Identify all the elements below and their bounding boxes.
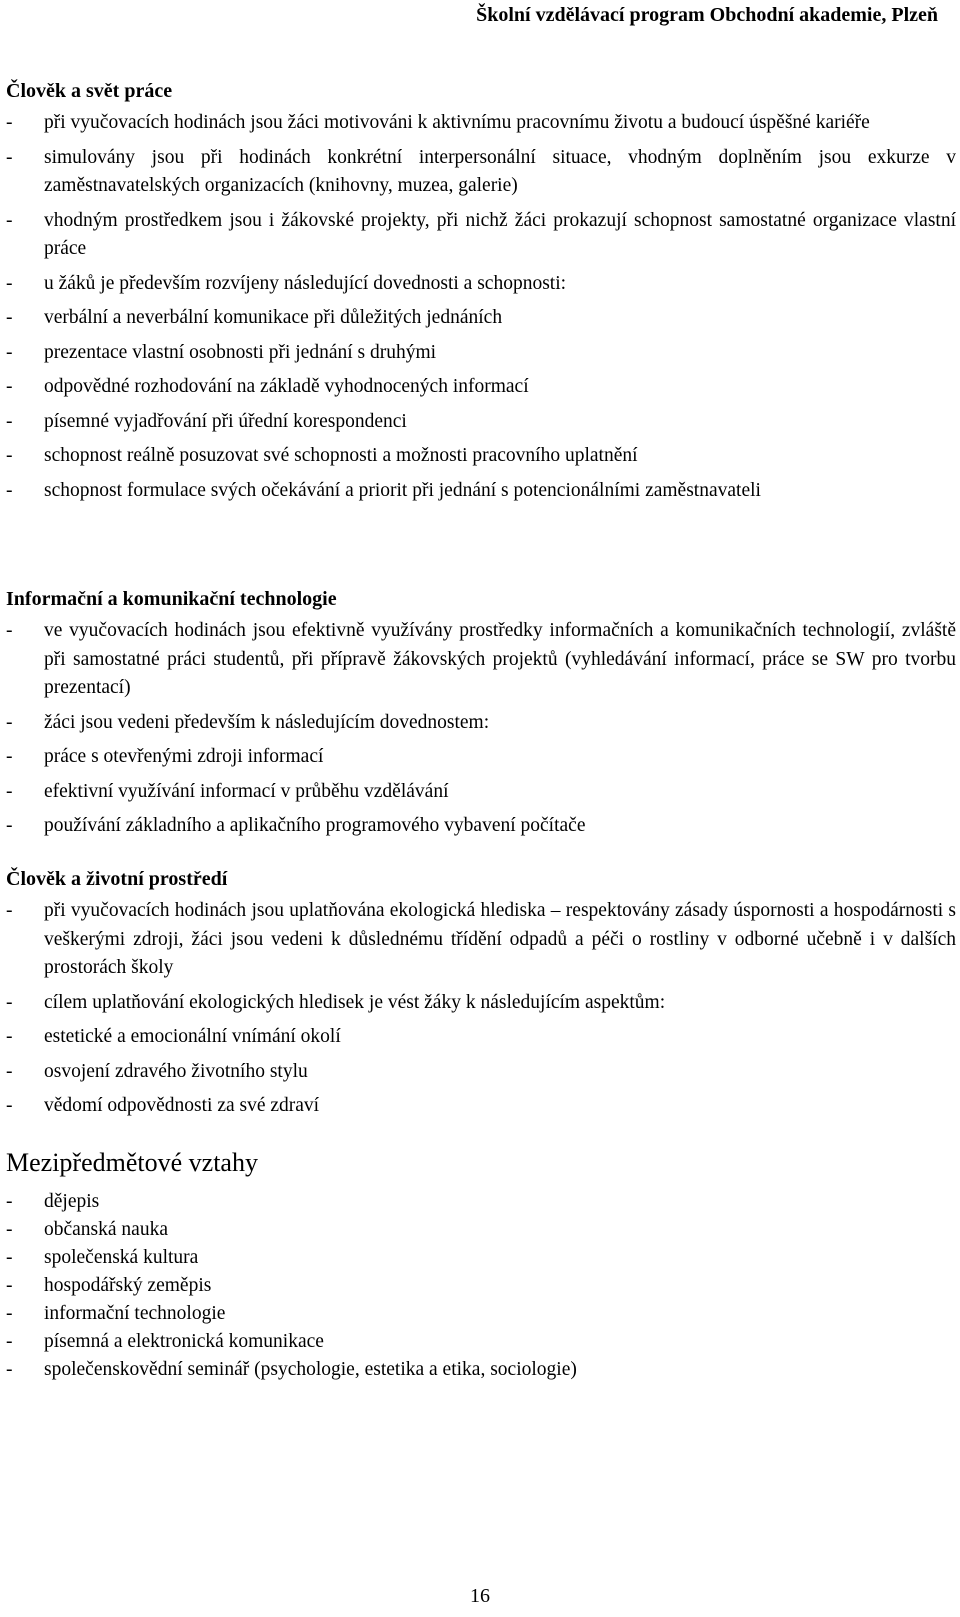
list-item: - schopnost reálně posuzovat své schopnosti a možnosti pracovního uplatnění bbox=[6, 442, 956, 471]
dash-bullet: - bbox=[6, 1026, 13, 1047]
dash-bullet: - bbox=[6, 1219, 13, 1240]
list-item: - vědomí odpovědnosti za své zdraví bbox=[6, 1092, 956, 1121]
section-title: Informační a komunikační technologie bbox=[6, 588, 337, 610]
list-item: - prezentace vlastní osobnosti při jednání s druhými bbox=[6, 339, 956, 368]
bullet-list bbox=[6, 109, 956, 505]
dash-bullet: - bbox=[6, 746, 13, 767]
page-number: 16 bbox=[470, 1585, 490, 1607]
list-item: - estetické a emocionální vnímání okolí bbox=[6, 1023, 956, 1052]
bullet-list bbox=[6, 897, 956, 1121]
list-item: - u žáků je především rozvíjeny následující dovednosti a schopnosti: bbox=[6, 270, 956, 299]
section-zivotni-prostredi bbox=[6, 868, 956, 1127]
section-informacni-technologie bbox=[6, 588, 956, 847]
section-title: Mezipředmětové vztahy bbox=[6, 1148, 258, 1177]
dash-bullet: - bbox=[6, 1247, 13, 1268]
list-item: - písemná a elektronická komunikace bbox=[6, 1328, 956, 1356]
running-header: Školní vzdělávací program Obchodní akademie, Plzeň bbox=[476, 4, 938, 26]
list-item: - občanská nauka bbox=[6, 1216, 956, 1244]
dash-bullet: - bbox=[6, 341, 13, 363]
list-item: - žáci jsou vedeni především k následujícím dovednostem: bbox=[6, 709, 956, 738]
dash-bullet: - bbox=[6, 1303, 13, 1324]
list-item: - efektivní využívání informací v průběhu vzdělávání bbox=[6, 778, 956, 807]
dash-bullet: - bbox=[6, 479, 13, 501]
dash-bullet: - bbox=[6, 991, 13, 1013]
dash-bullet: - bbox=[6, 1191, 13, 1212]
list-item: - odpovědné rozhodování na základě vyhodnocených informací bbox=[6, 373, 956, 402]
dash-bullet: - bbox=[6, 1095, 13, 1116]
list-item: - vhodným prostředkem jsou i žákovské projekty, při nichž žáci prokazují schopnost samostatné organizace vlastní práce bbox=[6, 207, 956, 264]
list-item: - společenská kultura bbox=[6, 1244, 956, 1272]
dash-bullet: - bbox=[6, 112, 13, 133]
dash-bullet: - bbox=[6, 1275, 13, 1296]
dash-bullet: - bbox=[6, 272, 13, 294]
dash-bullet: - bbox=[6, 146, 13, 168]
dash-bullet: - bbox=[6, 209, 13, 231]
bullet-list bbox=[6, 1188, 956, 1384]
list-item: - při vyučovacích hodinách jsou žáci motivováni k aktivnímu pracovnímu životu a budoucí úspěšné kariéře bbox=[6, 109, 956, 138]
list-item: - dějepis bbox=[6, 1188, 956, 1216]
dash-bullet: - bbox=[6, 780, 13, 802]
dash-bullet: - bbox=[6, 376, 13, 397]
section-title: Člověk a svět práce bbox=[6, 80, 173, 102]
section-mezipredmetove-vztahy bbox=[6, 1148, 956, 1384]
dash-bullet: - bbox=[6, 900, 13, 921]
section-clovek-a-svet-prace bbox=[6, 80, 956, 511]
list-item: - simulovány jsou při hodinách konkrétní interpersonální situace, vhodným doplněním jsou exkurze v zaměstnavatelských organizacích (knihovny, muzea, galerie) bbox=[6, 144, 956, 201]
list-item: - při vyučovacích hodinách jsou uplatňována ekologická hlediska – respektovány zásady úspornosti a hospodárnosti s veškerými zdroji, žáci jsou vedeni k důslednému třídění odpadů a péči o rostliny v odborné učebně i v dalších prostorách školy bbox=[6, 897, 956, 983]
dash-bullet: - bbox=[6, 1060, 13, 1082]
list-item: - práce s otevřenými zdroji informací bbox=[6, 743, 956, 772]
dash-bullet: - bbox=[6, 1359, 13, 1380]
list-item: - společenskovědní seminář (psychologie, estetika a etika, sociologie) bbox=[6, 1356, 956, 1384]
dash-bullet: - bbox=[6, 711, 13, 733]
list-item: - verbální a neverbální komunikace při důležitých jednáních bbox=[6, 304, 956, 333]
list-item: - informační technologie bbox=[6, 1300, 956, 1328]
dash-bullet: - bbox=[6, 815, 13, 836]
list-item: - ve vyučovacích hodinách jsou efektivně využívány prostředky informačních a komunikačních technologií, zvláště při samostatné práci studentů, při přípravě žákovských projektů (vyhledávání informací, práce se SW pro tvorbu prezentací) bbox=[6, 617, 956, 703]
dash-bullet: - bbox=[6, 445, 13, 466]
list-item: - schopnost formulace svých očekávání a priorit při jednání s potencionálními zaměstnavateli bbox=[6, 477, 956, 506]
list-item: - osvojení zdravého životního stylu bbox=[6, 1058, 956, 1087]
list-item: - používání základního a aplikačního programového vybavení počítače bbox=[6, 812, 956, 841]
dash-bullet: - bbox=[6, 307, 13, 328]
list-item: - hospodářský zeměpis bbox=[6, 1272, 956, 1300]
dash-bullet: - bbox=[6, 410, 13, 432]
dash-bullet: - bbox=[6, 620, 13, 641]
list-item: - písemné vyjadřování při úřední korespondenci bbox=[6, 408, 956, 437]
dash-bullet: - bbox=[6, 1331, 13, 1352]
list-item: - cílem uplatňování ekologických hledisek je vést žáky k následujícím aspektům: bbox=[6, 989, 956, 1018]
section-title: Člověk a životní prostředí bbox=[6, 868, 228, 890]
bullet-list bbox=[6, 617, 956, 841]
